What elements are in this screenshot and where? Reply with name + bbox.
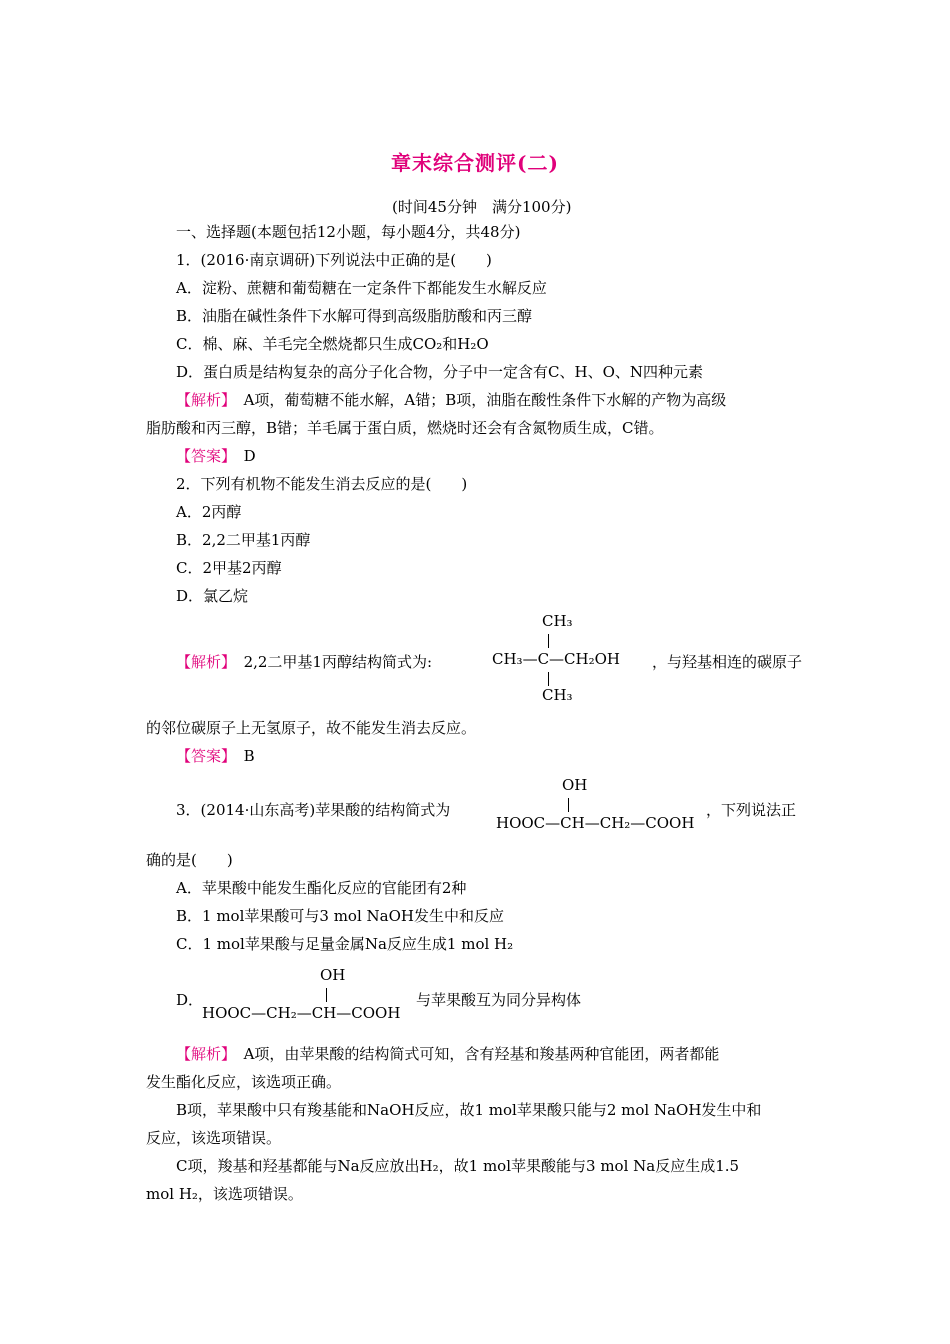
- q3-analysis-c-line1: C项，羧基和羟基都能与Na反应放出H₂，故1 mol苹果酸能与3 mol Na反应生成1.5: [176, 1157, 740, 1175]
- formula-top-group: OH: [562, 776, 588, 794]
- q1-option-c: C．棉、麻、羊毛完全燃烧都只生成CO₂和H₂O: [176, 335, 489, 353]
- q3-stem-post: ，下列说法正: [706, 801, 797, 819]
- formula-top-group: CH₃: [542, 612, 573, 630]
- formula-main-chain: HOOC—CH—CH₂—COOH: [496, 814, 695, 832]
- section-header: 一、选择题(本题包括12小题，每小题4分，共48分): [176, 223, 521, 241]
- answer-label: 【答案】: [176, 447, 229, 465]
- q1-answer: 【答案】 D: [176, 447, 256, 465]
- q3-option-d-text: 与苹果酸互为同分异构体: [416, 991, 582, 1009]
- page-title: 章末综合测评(二): [391, 151, 559, 175]
- q1-stem: 1．(2016·南京调研)下列说法中正确的是( ): [176, 251, 492, 269]
- answer-label: 【答案】: [176, 747, 229, 765]
- formula-bond-up: [326, 988, 327, 1002]
- q3-option-b: B．1 mol苹果酸可与3 mol NaOH发生中和反应: [176, 907, 504, 925]
- q3-analysis-c-line2: mol H₂，该选项错误。: [146, 1185, 303, 1203]
- q3-analysis-line2: 发生酯化反应，该选项正确。: [146, 1073, 342, 1091]
- q2-option-a: A．2丙醇: [176, 503, 242, 521]
- formula-bond-down: [548, 672, 549, 686]
- q1-analysis-line1: 【解析】 A项，葡萄糖不能水解，A错；B项，油脂在酸性条件下水解的产物为高级: [176, 391, 727, 409]
- formula-top-group: OH: [320, 966, 346, 984]
- time-info: (时间45分钟 满分100分): [392, 198, 572, 216]
- q3-option-c: C．1 mol苹果酸与足量金属Na反应生成1 mol H₂: [176, 935, 514, 953]
- q2-analysis-line2: 的邻位碳原子上无氢原子，故不能发生消去反应。: [146, 719, 477, 737]
- q3-analysis-b-line1: B项，苹果酸中只有羧基能和NaOH反应，故1 mol苹果酸只能与2 mol NaOH发生中和: [176, 1101, 762, 1119]
- formula-bond-up: [568, 798, 569, 812]
- q3-stem-pre: 3．(2014·山东高考)苹果酸的结构简式为: [176, 801, 451, 819]
- analysis-label: 【解析】: [176, 1045, 229, 1063]
- q2-option-b: B．2,2二甲基1丙醇: [176, 531, 311, 549]
- q2-stem: 2．下列有机物不能发生消去反应的是( ): [176, 475, 468, 493]
- q3-option-d-formula: [202, 966, 417, 1022]
- q1-option-a: A．淀粉、蔗糖和葡萄糖在一定条件下都能发生水解反应: [176, 279, 547, 297]
- q3-structural-formula: [496, 776, 711, 832]
- formula-bottom-group: CH₃: [542, 686, 573, 704]
- q3-stem-line2: 确的是( ): [146, 851, 233, 869]
- formula-main-chain: HOOC—CH₂—CH—COOH: [202, 1004, 401, 1022]
- q3-analysis-line1: 【解析】 A项，由苹果酸的结构简式可知，含有羟基和羧基两种官能团，两者都能: [176, 1045, 720, 1063]
- q2-analysis-line1: 【解析】 2,2二甲基1丙醇结构简式为:: [176, 653, 433, 671]
- formula-bond-up: [548, 634, 549, 648]
- analysis-label: 【解析】: [176, 391, 229, 409]
- analysis-label: 【解析】: [176, 653, 229, 671]
- q1-analysis-line2: 脂肪酸和丙三醇，B错；羊毛属于蛋白质，燃烧时还会有含氮物质生成，C错。: [146, 419, 664, 437]
- q2-answer: 【答案】 B: [176, 747, 255, 765]
- q3-analysis-b-line2: 反应，该选项错误。: [146, 1129, 282, 1147]
- q2-option-d: D．氯乙烷: [176, 587, 249, 605]
- q3-option-a: A．苹果酸中能发生酯化反应的官能团有2种: [176, 879, 467, 897]
- q1-option-d: D．蛋白质是结构复杂的高分子化合物，分子中一定含有C、H、O、N四种元素: [176, 363, 704, 381]
- q2-analysis-post: ，与羟基相连的碳原子: [652, 653, 803, 671]
- q3-option-d-label: D．: [176, 991, 204, 1009]
- formula-main-chain: CH₃—C—CH₂OH: [492, 650, 620, 668]
- q1-option-b: B．油脂在碱性条件下水解可得到高级脂肪酸和丙三醇: [176, 307, 533, 325]
- q2-structural-formula: [492, 612, 642, 708]
- q2-option-c: C．2甲基2丙醇: [176, 559, 282, 577]
